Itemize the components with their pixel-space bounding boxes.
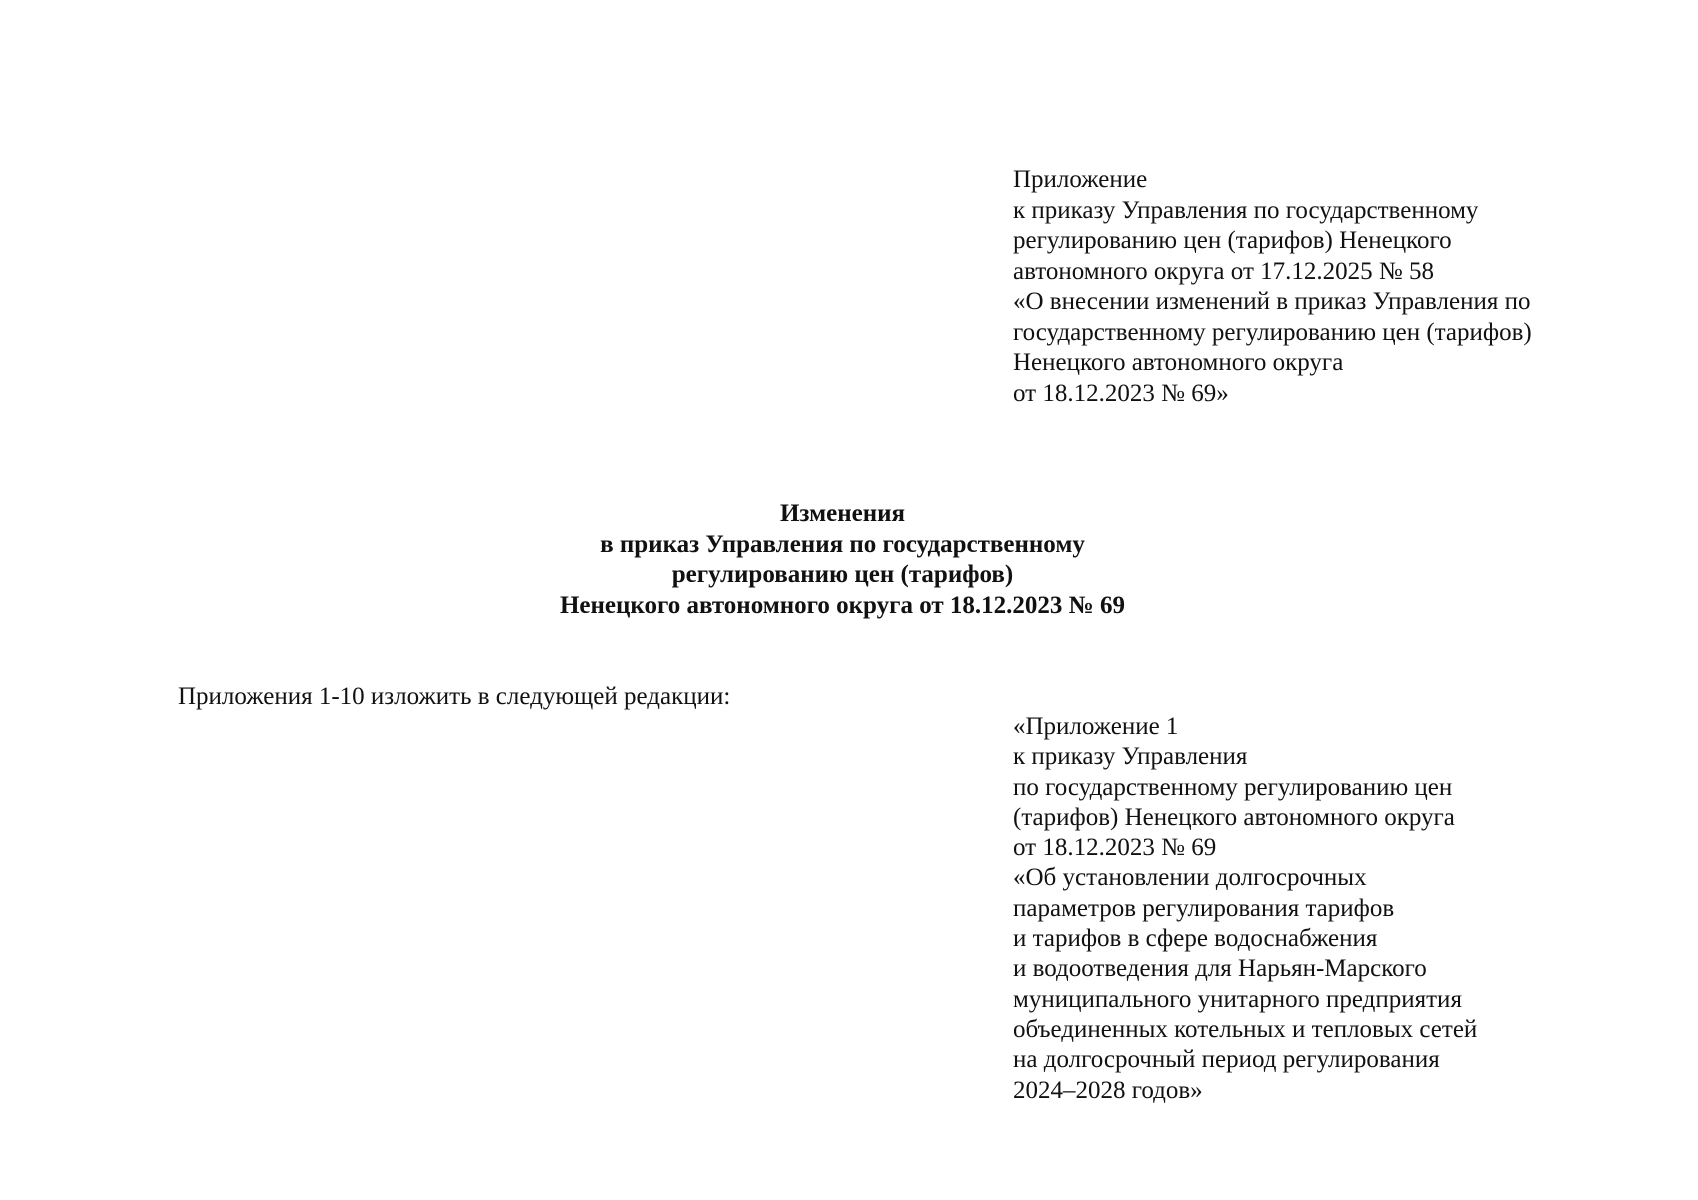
appendix-one-line: «Приложение 1 (1013, 713, 1179, 740)
appendix-header-line: «О внесении изменений в приказ Управления по (1013, 288, 1531, 315)
appendix-one-line: к приказу Управления (1013, 743, 1248, 771)
appendix-one-line: по государственному регулированию цен (1013, 773, 1453, 801)
appendix-one-line: и водоотведения для Нарьян-Марского (1013, 955, 1427, 983)
heading-line: Изменения (779, 500, 906, 527)
appendix-one-line: на долгосрочный период регулирования (1013, 1046, 1440, 1074)
appendix-one-line: от 18.12.2023 № 69 (1013, 834, 1217, 862)
appendix-header-line: регулированию цен (тарифов) Ненецкого (1013, 227, 1452, 254)
appendix-one-line: 2024–2028 годов» (1013, 1076, 1203, 1104)
heading-line: в приказ Управления по государственному (600, 530, 1085, 558)
appendix-one-block (1013, 712, 1613, 1106)
appendix-header-line: от 18.12.2023 № 69» (1013, 379, 1229, 407)
document-heading (300, 499, 1385, 621)
appendix-one-line: (тарифов) Ненецкого автономного округа (1013, 803, 1455, 831)
appendix-header-line: Ненецкого автономного округа (1013, 349, 1344, 376)
appendix-one-line: параметров регулирования тарифов (1013, 894, 1395, 922)
appendix-one-line: и тарифов в сфере водоснабжения (1013, 925, 1378, 953)
appendix-header-line: автономного округа от 17.12.2025 № 58 (1013, 257, 1434, 285)
appendix-header-block (1013, 165, 1633, 409)
appendix-one-line: объединенных котельных и тепловых сетей (1013, 1015, 1478, 1043)
appendix-header-line: Приложение (1013, 166, 1148, 193)
instruction-text: Приложения 1-10 изложить в следующей редакции: (178, 683, 731, 710)
heading-line: регулированию цен (тарифов) (671, 561, 1014, 588)
appendix-header-line: государственному регулированию цен (тарифов) (1013, 318, 1532, 346)
appendix-one-line: «Об установлении долгосрочных (1013, 864, 1367, 892)
heading-line: Ненецкого автономного округа от 18.12.2023 № 69 (559, 591, 1126, 619)
appendix-header-line: к приказу Управления по государственному (1013, 196, 1479, 224)
appendix-one-line: муниципального унитарного предприятия (1013, 985, 1462, 1013)
